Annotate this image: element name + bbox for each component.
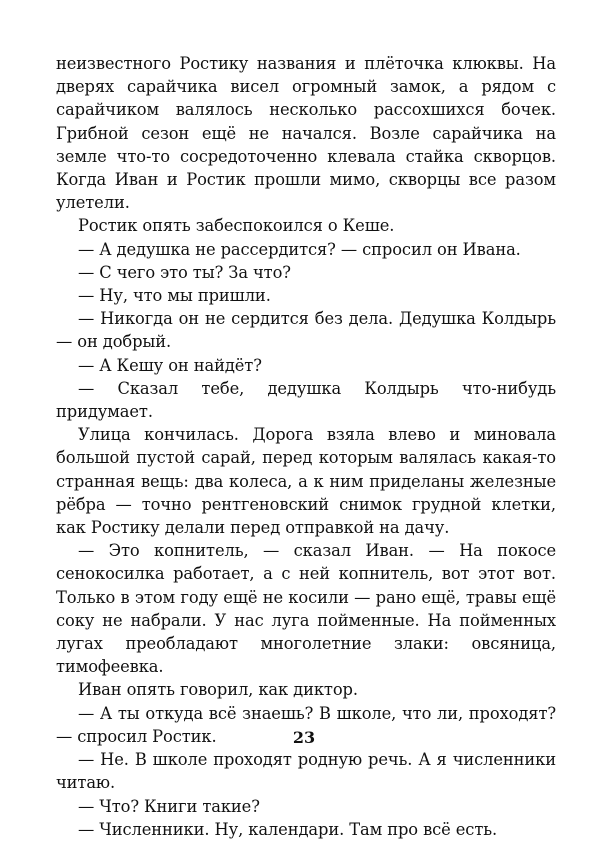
book-page-text [56, 52, 556, 841]
paragraph: Ростик опять забеспокоился о Кеше. [78, 216, 395, 236]
page-number: 23 [292, 728, 316, 747]
paragraph: — С чего это ты? За что? [78, 262, 291, 282]
paragraph: — Ну, что мы пришли. [78, 286, 271, 306]
paragraph: — Не. В школе проходят родную речь. А я численники читаю. [56, 750, 556, 793]
paragraph: — А Кешу он найдёт? [78, 355, 262, 375]
paragraph: — А дедушка не рассердится? — спросил он Ивана. [78, 239, 521, 259]
paragraph: — Численники. Ну, календари. Там про всё есть. [78, 819, 498, 839]
paragraph: — А ты откуда всё знаешь? В школе, что ли, проходят? — спросил Ростик. [56, 703, 556, 746]
paragraph: — Сказал тебе, дедушка Колдырь что-нибудь придумает. [56, 378, 556, 422]
paragraph: — Никогда он не сердится без дела. Дедушка Колдырь — он добрый. [56, 309, 556, 352]
paragraph: Улица кончилась. Дорога взяла влево и миновала большой пустой сарай, перед которым валялась какая-то странная вещь: два колеса, а к ним приделаны железные рёбра — точно рентгеновский снимок грудной клетки, как Ростику делали перед отправкой на дачу. [56, 425, 556, 538]
paragraph: Иван опять говорил, как диктор. [78, 680, 358, 700]
paragraph: неизвестного Ростику названия и плёточка клюквы. На дверях сарайчика висел огромный замок, а рядом с сарайчиком валялось несколько рассохшихся бочек. Грибной сезон ещё не начался. Возле сарайчика на земле что-то сосредоточенно клевала стайка скворцов. Когда Иван и Ростик прошли мимо, скворцы все разом улетели. [56, 54, 556, 213]
paragraph: — Это копнитель, — сказал Иван. — На покосе сенокосилка работает, а с ней копнитель, вот этот вот. Только в этом году ещё не косили — рано ещё, травы ещё соку не набрали. У нас луга пойменные. На пойменных лугах преобладают многолетние злаки: овсяница, тимофеевка. [56, 541, 556, 677]
paragraph: — Что? Книги такие? [78, 796, 260, 816]
